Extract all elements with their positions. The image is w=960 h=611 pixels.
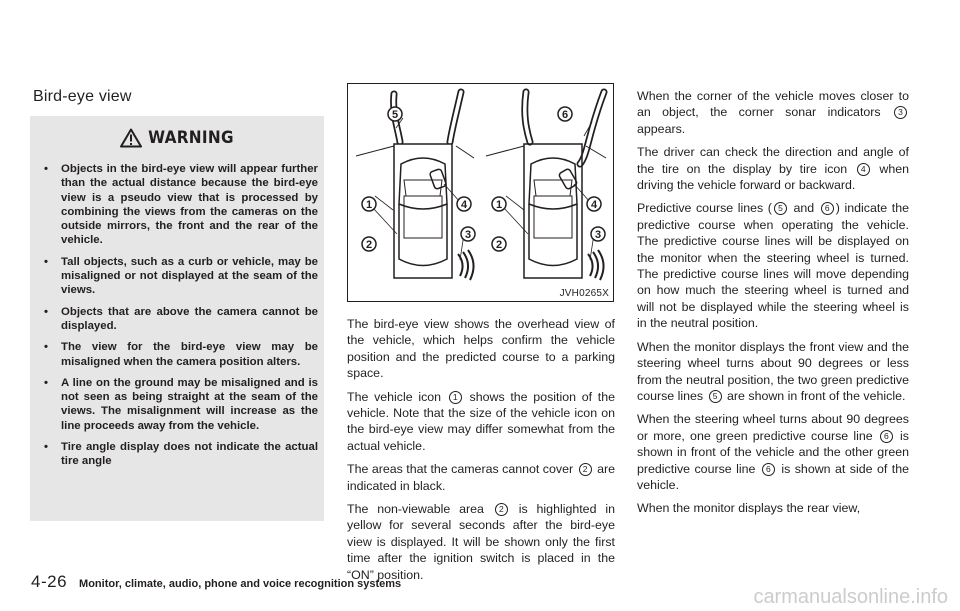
warning-item-text: The view for the bird-eye view may be misaligned when the camera position alters.	[61, 341, 318, 368]
callout-4: 4	[590, 199, 598, 211]
callout-marker	[558, 107, 572, 121]
text-run: The areas that the cameras cannot cover	[347, 462, 574, 477]
paragraph	[347, 389, 615, 455]
callout-marker	[388, 107, 402, 121]
text-run: and	[793, 201, 815, 216]
paragraph	[347, 501, 615, 583]
circled-number: 3	[894, 106, 907, 119]
bullet: •	[44, 441, 48, 454]
paragraph	[347, 461, 615, 494]
callout-3: 3	[594, 229, 602, 241]
seam-line	[486, 146, 524, 156]
warning-item	[42, 440, 318, 469]
warning-item-text: Tire angle display does not indicate the actual tire angle	[61, 441, 318, 468]
text-run: when driving the vehicle forward or backward.	[637, 161, 909, 193]
callout-leader	[506, 196, 524, 210]
text-run: When the monitor displays the front view and the steering wheel turns about 90 degrees or less from the neutral position, the two green predictive course lines	[637, 339, 909, 403]
callout-4: 4	[460, 199, 468, 211]
vehicle-icon	[529, 158, 577, 209]
callout-marker	[591, 227, 605, 241]
callout-marker	[362, 197, 376, 211]
text-run: are shown in front of the vehicle.	[727, 388, 906, 403]
circled-number: 5	[774, 202, 787, 215]
text-run: Predictive course lines (	[637, 201, 772, 216]
callout-2: 2	[495, 239, 503, 251]
predictive-course-line-inner	[580, 92, 604, 164]
callout-3: 3	[464, 229, 472, 241]
circled-number: 2	[579, 463, 592, 476]
paragraph	[637, 88, 909, 137]
paragraph: The bird-eye view shows the overhead view of the vehicle, which helps confirm the vehicle position and the predicted course to a parking space.	[347, 317, 615, 381]
warning-list	[42, 162, 318, 476]
warning-title: WARNING	[148, 128, 234, 148]
watermark: carmanualsonline.info	[753, 586, 948, 608]
warning-header	[30, 126, 324, 150]
paragraph	[637, 200, 909, 331]
bullet: •	[44, 163, 48, 175]
paragraph	[637, 144, 909, 193]
right-column-text	[637, 88, 909, 524]
callout-6: 6	[561, 109, 569, 121]
callout-2: 2	[365, 239, 373, 251]
paragraph	[637, 339, 909, 405]
text-run: ) indicate the predictive course when operating the vehicle. The predictive course lines will be displayed on the monitor when the steering wheel is turned. The predictive course lines will move depending on how much the steering wheel is turned and will not be displayed while the steering wheel is in the neutral position.	[637, 201, 909, 331]
callout-marker	[587, 197, 601, 211]
circled-number: 4	[857, 163, 870, 176]
warning-triangle-icon	[120, 128, 142, 148]
page-footer	[31, 572, 401, 592]
text-run: The non-viewable area	[347, 502, 484, 517]
bird-eye-view-figure	[347, 83, 614, 302]
paragraph	[637, 411, 909, 493]
warning-item-text: A line on the ground may be misaligned and is not seen as being straight at the seam of the views. The misalignment will increase as the line proceeds away from the vehicle.	[61, 376, 318, 432]
circled-number: 2	[495, 503, 508, 516]
chapter-title: Monitor, climate, audio, phone and voice recognition systems	[79, 578, 402, 590]
left-panel	[356, 92, 475, 299]
warning-item-text: Objects in the bird-eye view will appear further than the actual distance because the bird-eye view is a pseudo view that is processed by combining the views from the cameras on the outside mirrors, the front and the rear of the vehicle.	[61, 163, 318, 247]
text-run: The driver can check the direction and angle of the tire on the display by tire icon	[637, 145, 909, 176]
callout-1: 1	[495, 199, 503, 211]
sonar-indicator	[463, 252, 468, 278]
circled-number: 1	[449, 391, 462, 404]
text-run: When the corner of the vehicle moves closer to an object, the corner sonar indicators	[637, 89, 909, 120]
warning-item	[42, 376, 318, 433]
paragraph: When the monitor displays the rear view,	[637, 501, 861, 516]
warning-box	[30, 116, 324, 521]
bullet: •	[44, 255, 48, 268]
warning-item	[42, 305, 318, 334]
text-run: The vehicle icon	[347, 389, 442, 404]
callout-marker	[362, 237, 376, 251]
callout-1: 1	[365, 199, 373, 211]
middle-column-text	[347, 316, 615, 590]
circled-number: 5	[709, 390, 722, 403]
callout-marker	[492, 197, 506, 211]
warning-item-text: Tall objects, such as a curb or vehicle, may be misaligned or not displayed at the seam of the views.	[61, 255, 318, 297]
bird-eye-illustration	[348, 84, 613, 301]
section-title: Bird-eye view	[33, 88, 132, 105]
text-run: is shown at side of the vehicle.	[637, 461, 909, 492]
callout-marker	[461, 227, 475, 241]
bullet: •	[44, 305, 48, 318]
text-run: appears.	[637, 121, 686, 136]
text-run: is highlighted in yellow for several seconds after the bird-eye view is displayed. It will be shown only the first time after the ignition switch is placed in the “ON” position.	[347, 502, 615, 582]
vehicle-body	[529, 204, 577, 266]
callout-marker	[492, 237, 506, 251]
sonar-indicator	[593, 252, 598, 278]
circled-number: 6	[880, 430, 893, 443]
right-panel	[486, 92, 606, 280]
warning-item	[42, 255, 318, 298]
warning-item-text: Objects that are above the camera cannot be displayed.	[61, 305, 318, 332]
circled-number: 6	[762, 463, 775, 476]
vehicle-icon	[399, 158, 447, 209]
text-run: is shown in front of the vehicle and the other green predictive course line	[637, 428, 909, 476]
page-number: 4-26	[31, 572, 68, 591]
warning-item	[42, 162, 318, 248]
text-run: When the steering wheel turns about 90 degrees or more, one green predictive course line	[637, 412, 909, 443]
callout-marker	[457, 197, 471, 211]
text-run: are indicated in black.	[347, 462, 615, 493]
figure-label: JVH0265X	[559, 288, 609, 299]
warning-item	[42, 340, 318, 369]
circled-number: 6	[821, 202, 834, 215]
bullet: •	[44, 341, 48, 354]
callout-5: 5	[391, 109, 399, 121]
text-run: shows the position of the vehicle. Note that the size of the vehicle icon on the bird-eye view may differ somewhat from the actual vehicle.	[347, 389, 615, 453]
bullet: •	[44, 376, 48, 389]
